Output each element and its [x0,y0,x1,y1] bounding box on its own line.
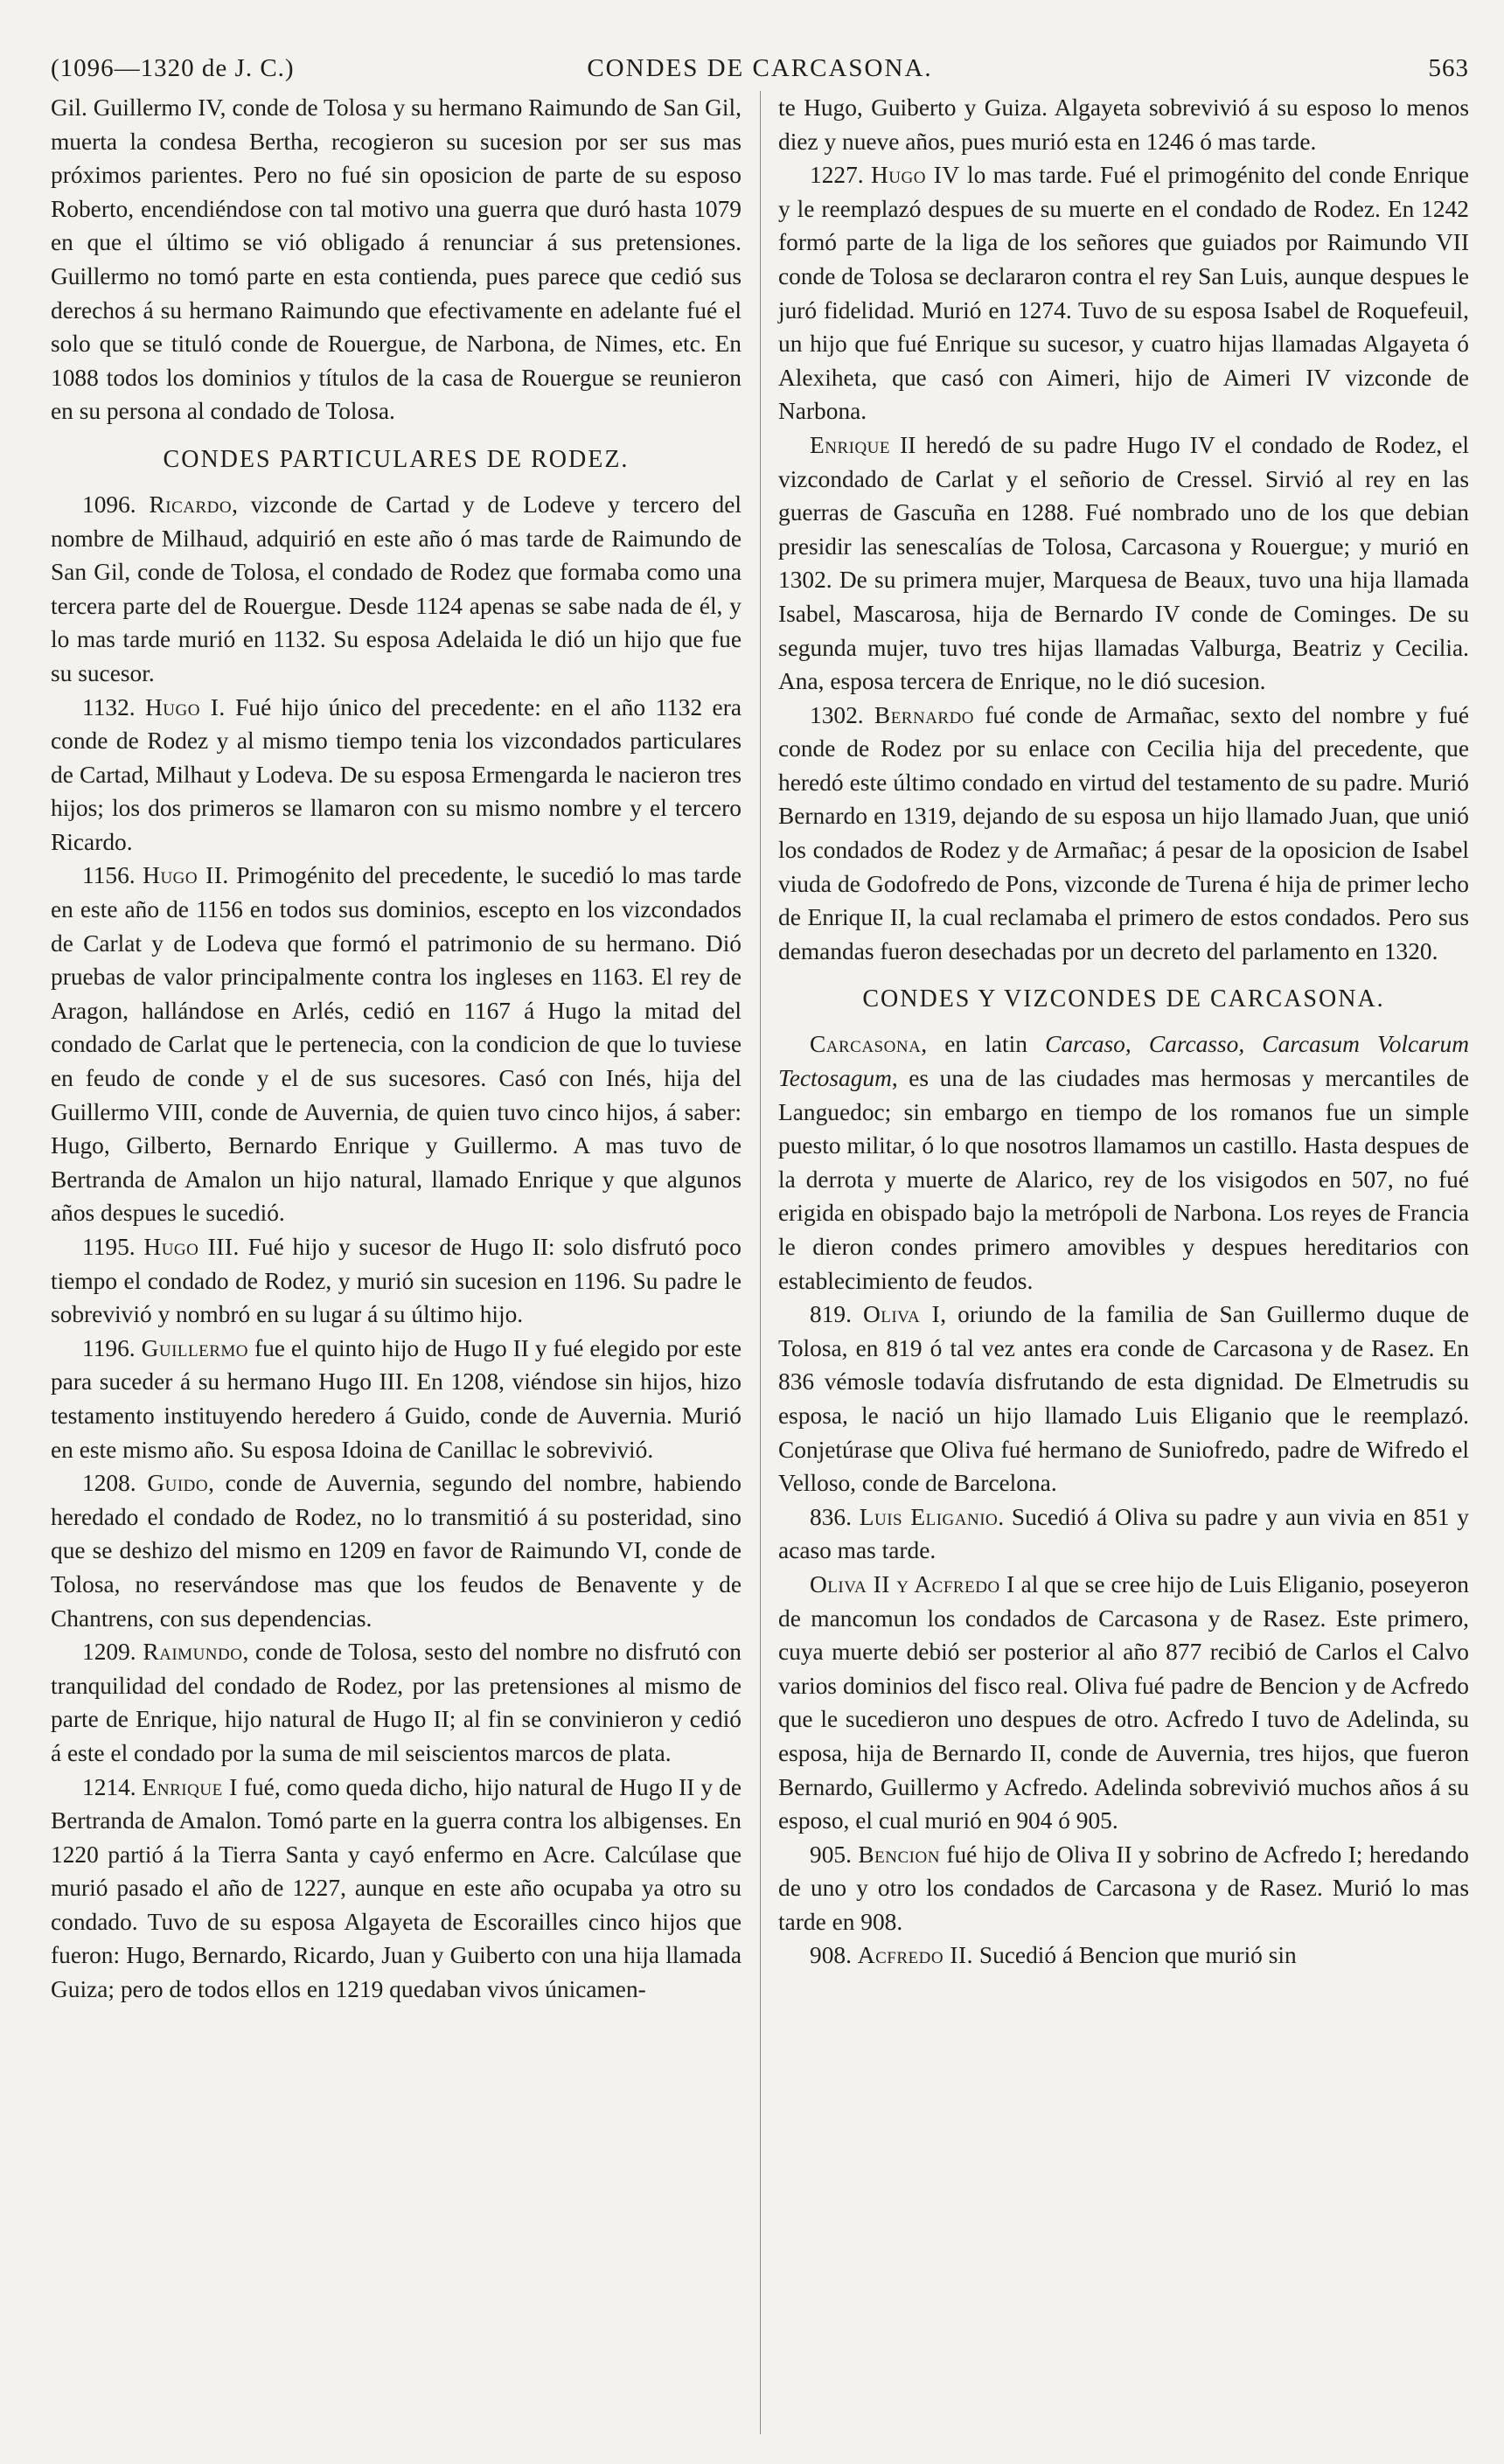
entry-paragraph [51,1771,742,2007]
entry-paragraph [778,158,1469,428]
entry-year: 1302. [810,701,864,728]
entry-paragraph [778,1568,1469,1838]
right-entries-a [778,158,1469,968]
entry-paragraph [51,1332,742,1466]
entry-year: 905. [810,1841,852,1868]
section-title-carcasona: CONDES Y VIZCONDES DE CARCASONA. [862,985,1385,1013]
header-title: CONDES DE CARCASONA. [587,54,933,82]
entry-paragraph [778,1298,1469,1500]
entry-text: , conde de Auvernia, segundo del nombre, habiendo heredado el condado de Rodez, no lo transmitió á su posteridad, sino que se deshizo del mismo en 1209 en favor de Raimundo VI, conde de Tolosa, no reservándose mas que los feudos de Benavente y de Chantrens, con sus dependencias. [51,1470,742,1632]
left-entries [51,488,742,2007]
entry-paragraph [51,1466,742,1635]
entry-year: 1214. [82,1773,136,1800]
entry-text: fué, como queda dicho, hijo natural de Hugo II y de Bertranda de Amalon. Tomó parte en la guerra contra los albigenses. En 1220 partió á la Tierra Santa y cayó enfermo en Acre. Calcúlase que murió pasado el año de 1227, aunque en este año ocupaba ya otro su condado. Tuvo de su esposa Algayeta de Escorailles cinco hijos que fueron: Hugo, Bernardo, Ricardo, Juan y Guiberto con una hija llamada Guiza; pero de todos ellos en 1219 quedaban vivos únicamen- [51,1773,742,2003]
entry-name: Oliva I [862,1301,941,1328]
entry-name: Ricardo [149,491,233,518]
entry-text: fue el quinto hijo de Hugo II y fué elegido por este para suceder á su hermano Hugo III. En 1208, viéndose sin hijos, hizo testamento instituyendo heredero á Guido, conde de Auvernia. Murió en este mismo año. Su esposa Idoina de Canillac le sobrevivió. [51,1334,742,1463]
entry-name: Enrique [810,431,891,458]
entry-name: Bencion [858,1841,940,1868]
entry-year: 1156. [82,862,136,889]
entry-paragraph [51,1230,742,1332]
header-date-range: (1096—1320 de J. C.) [51,54,295,82]
entry-text: al que se cree hijo de Luis Eliganio, poseyeron de mancomun los condados de Carcasona y de Rasez. Este primero, cuya muerte debió ser posterior al año 877 recibió de Carlos el Calvo varios dominios del fisco real. Oliva fué padre de Bencion y de Acfredo que le sucedieron uno despues de otro. Acfredo I tuvo de Adelinda, su esposa, hija de Bernardo II, conde de Auvernia, tres hijos, que fueron Bernardo, Guillermo y Acfredo. Adelinda sobrevivió muchos años á su esposo, el cual murió en 904 ó 905. [778,1570,1469,1834]
entry-paragraph [51,1635,742,1770]
entry-year: 1208. [82,1470,136,1497]
continuation-paragraph: te Hugo, Guiberto y Guiza. Algayeta sobrevivió á su esposo lo menos diez y nueve años, pues murió esta en 1246 ó mas tarde. [778,94,1469,155]
entry-name: Hugo III. [143,1234,240,1260]
entry-year: 1096. [82,491,136,518]
column-divider [760,91,761,2434]
entry-text: fué conde de Armañac, sexto del nombre y fué conde de Rodez por su enlace con Cecilia hija del precedente, que heredó este último condado en virtud del testamento de su padre. Murió Bernardo en 1319, dejando de su esposa un hijo llamado Juan, que unió los condados de Rodez y de Armañac; á pesar de la oposicion de Isabel viuda de Godofredo de Pons, vizconde de Turena é hija de primer lecho de Enrique II, la cual reclamaba el primero de estos condados. Pero sus demandas fueron desechadas por un decreto del parlamento en 1320. [778,701,1469,964]
entry-year: 1196. [82,1334,136,1361]
entry-paragraph [51,691,742,860]
entry-year: 1195. [82,1234,136,1260]
entry-name: Acfredo II. [857,1942,973,1969]
entry-name: Oliva II y Acfredo I [810,1570,1015,1597]
carcasona-latin: Carcaso, Carcasso, Carcasum Volcarum Tectosagum [778,1031,1469,1092]
entry-text: , oriundo de la familia de San Guillermo duque de Tolosa, en 819 ó tal vez antes era conde de Carcasona y de Rasez. En 836 vémosle todavía disfrutando de esta dignidad. De Elmetrudis su esposa, le nació un hijo llamado Luis Eliganio que le reemplazó. Conjetúrase que Oliva fué hermano de Suniofredo, padre de Wifredo el Velloso, conde de Barcelona. [778,1301,1469,1497]
entry-name: Guido [147,1470,209,1497]
carcasona-name: Carcasona [810,1031,922,1058]
entry-text: , conde de Tolosa, sesto del nombre no disfrutó con tranquilidad del condado de Rodez, por las pretensiones al mismo de parte de Enrique, hijo natural de Hugo II; al fin se convinieron y cedió á este el condado por la suma de mil seiscientos marcos de plata. [51,1639,742,1766]
entry-paragraph [778,699,1469,969]
intro-paragraph: Gil. Guillermo IV, conde de Tolosa y su hermano Raimundo de San Gil, muerta la condesa Bertha, recogieron su sucesion por ser sus mas próximos parientes. Pero no fué sin oposicion de parte de su esposo Roberto, encendiéndose con tal motivo una guerra que duró hasta 1079 en que el último se vió obligado á renunciar á sus pretensiones. Guillermo no tomó parte en esta contienda, pues parece que cedió sus derechos á su hermano Raimundo que efectivamente en adelante fué el solo que se tituló conde de Rouergue, de Narbona, de Nimes, etc. En 1088 todos los dominios y títulos de la casa de Rouergue se reunieron en su persona al condado de Tolosa. [51,94,742,425]
entry-name: Hugo IV [870,162,960,189]
entry-name: Enrique I [142,1773,238,1800]
entry-year: 908. [810,1942,852,1969]
entry-text: Sucedió á Bencion que murió sin [972,1942,1297,1969]
entry-year: 836. [810,1503,852,1530]
entry-text: . Sucedió á Oliva su padre y aun vivia en 851 y acaso mas tarde. [778,1503,1469,1564]
entry-name: Bernardo [874,701,975,728]
entry-year: 819. [810,1301,852,1328]
entry-text: , vizconde de Cartad y de Lodeve y tercero del nombre de Milhaud, adquirió en este año ó mas tarde de Raimundo de San Gil, conde de Tolosa, el condado de Rodez que formaba como una tercera parte del de Rouergue. Desde 1124 apenas se sabe nada de él, y lo mas tarde murió en 1132. Su esposa Adelaida le dió un hijo que fue su sucesor. [51,491,742,686]
entry-text: Fué hijo y sucesor de Hugo II: solo disfrutó poco tiempo el condado de Rodez, y murió sin sucesion en 1196. Su padre le sobrevivió y nombró en su lugar á su último hijo. [51,1234,742,1328]
text-columns [51,91,1469,2443]
right-column [778,91,1469,1973]
entry-year: 1227. [810,162,864,189]
entry-paragraph [51,488,742,691]
entry-name: Raimundo [143,1639,243,1666]
entry-text: II heredó de su padre Hugo IV el condado de Rodez, el vizcondado de Carlat y el señorio de Cressel. Sirvió al rey en las guerras de Gascuña en 1288. Fué nombrado uno de los que debian presidir las senescalías de Tolosa, Carcasona y Rouergue; y murió en 1302. De su primera mujer, Marquesa de Beaux, tuvo una hija llamada Isabel, Mascarosa, hija de Bernardo IV conde de Cominges. De su segunda mujer, tuvo tres hijas llamadas Valburga, Beatriz y Cecilia. Ana, esposa tercera de Enrique, no le dió sucesion. [778,431,1469,695]
right-entries-b [778,1298,1469,1973]
entry-text: Primogénito del precedente, le sucedió lo mas tarde en este año de 1156 en todos sus dominios, escepto en los vizcondados de Carlat y de Lodeva que formó el patrimonio de su hermano. Dió pruebas de valor principalmente contra los ingleses en 1163. El rey de Aragon, hallándose en Arlés, cedió en 1167 á Hugo la mitad del condado de Carlat que le pertenecia, con la condicion de que lo tuviese en feudo de conde y el de sus sucesores. Casó con Inés, hija del Guillermo VIII, conde de Auvernia, de quien tuvo cinco hijos, á saber: Hugo, Gilberto, Bernardo Enrique y Guillermo. A mas tuvo de Bertranda de Amalon un hijo natural, llamado Enrique y que algunos años despues le sucedió. [51,862,742,1227]
entry-name: Luis Eliganio [859,1503,999,1530]
carcasona-paragraph [778,1027,1469,1298]
entry-name: Guillermo [141,1334,249,1361]
entry-text: fué hijo de Oliva II y sobrino de Acfredo I; heredando de uno y otro los condados de Carcasona y de Rasez. Murió lo mas tarde en 908. [778,1841,1469,1935]
entry-paragraph [778,1838,1469,1939]
entry-name: Hugo II. [143,862,229,889]
entry-paragraph [778,1938,1469,1973]
left-column [51,91,742,2007]
entry-name: Hugo I. [145,693,226,720]
page-number: 563 [1428,54,1469,82]
running-head [51,54,1469,91]
entry-paragraph [778,1500,1469,1568]
carcasona-text: , es una de las ciudades mas hermosas y mercantiles de Languedoc; sin embargo en tiempo de los romanos fue un simple puesto militar, ó lo que nosotros llamamos un castillo. Hasta despues de la derrota y muerte de Alarico, rey de los visigodos en 507, no fué erigida en obispado bajo la metrópoli de Narbona. Los reyes de Francia le dieron condes primero amovibles y despues hereditarios con establecimiento de feudos. [778,1065,1469,1294]
entry-text: lo mas tarde. Fué el primogénito del conde Enrique y le reemplazó despues de su muerte en el condado de Rodez. En 1242 formó parte de la liga de los señores que guiados por Raimundo VII conde de Tolosa se declararon contra el rey San Luis, aunque despues le juró fidelidad. Murió en 1274. Tuvo de su esposa Isabel de Roquefeuil, un hijo que fué Enrique su sucesor, y cuatro hijas llamadas Algayeta ó Alexiheta, que casó con Aimeri, hijo de Aimeri IV vizconde de Narbona. [778,162,1469,425]
entry-text: Fué hijo único del precedente: en el año 1132 era conde de Rodez y al mismo tiempo tenia los vizcondados particulares de Cartad, Milhaut y Lodeva. De su esposa Ermengarda le nacieron tres hijos; los dos primeros se llamaron con su mismo nombre y el tercero Ricardo. [51,693,742,855]
section-title-rodez: CONDES PARTICULARES DE RODEZ. [163,445,630,473]
entry-paragraph [51,859,742,1230]
entry-year: 1132. [82,693,136,720]
carcasona-pre: , en latin [921,1031,1046,1058]
entry-year: 1209. [82,1639,136,1666]
entry-paragraph [778,428,1469,699]
